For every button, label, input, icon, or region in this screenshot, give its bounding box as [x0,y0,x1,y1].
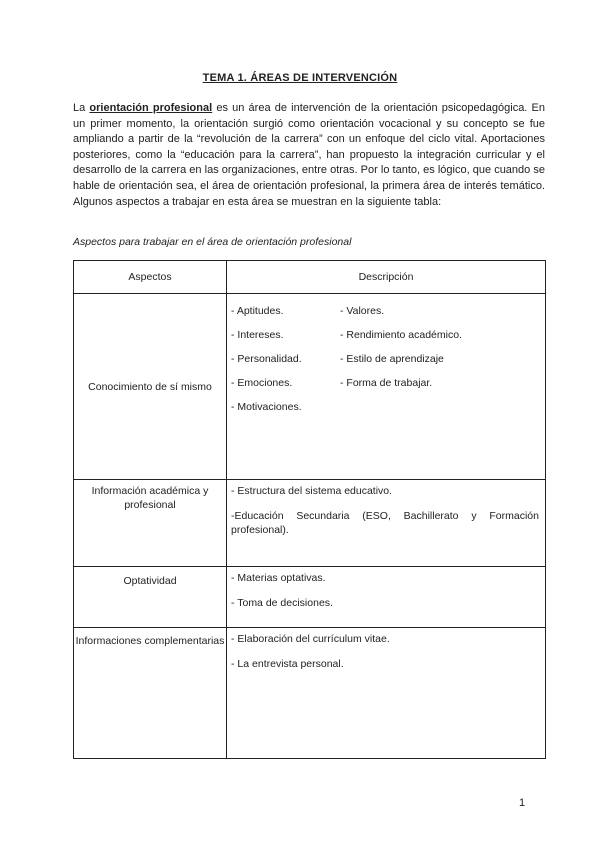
row-aspect: Información académica y profesional [74,480,227,567]
table-row [74,294,546,480]
list-item: - Forma de trabajar. [340,377,433,389]
list-item: - Estructura del sistema educativo. [231,485,393,497]
list-item: - Materias optativas. [231,572,326,584]
table-row [74,567,546,628]
list-item: - Aptitudes. [231,305,284,317]
table-row [74,480,546,567]
list-item: - Emociones. [231,377,293,389]
list-item: - Personalidad. [231,353,302,365]
row-description [227,567,546,628]
list-item: - Intereses. [231,329,284,341]
aspects-table [73,260,546,759]
table-row [74,628,546,759]
list-item: - Motivaciones. [231,401,302,413]
list-item: - Estilo de aprendizaje [340,353,444,365]
list-item: - Toma de decisiones. [231,597,333,609]
list-item: - Valores. [340,305,385,317]
row-aspect: Conocimiento de sí mismo [74,294,227,480]
list-item: -Educación Secundaria (ESO, Bachillerato y Formación profesional). [231,510,539,536]
row-description [227,480,546,567]
row-description [227,628,546,759]
page-number: 1 [519,797,526,809]
page-title: TEMA 1. ÁREAS DE INTERVENCIÓN [202,72,398,84]
row-description [227,294,546,480]
row-aspect: Informaciones complementarias [74,628,227,759]
intro-pre: La [73,102,90,114]
table-caption: Aspectos para trabajar en el área de orientación profesional [73,236,352,248]
table-header-row [74,261,546,294]
list-item: - Elaboración del currículum vitae. [231,633,390,645]
list-item: - Rendimiento académico. [340,329,462,341]
list-item: - La entrevista personal. [231,658,344,670]
intro-highlight: orientación profesional [89,102,213,114]
row-aspect: Optatividad [74,567,227,628]
intro-paragraph [73,101,545,210]
header-descripcion: Descripción [227,261,546,294]
header-aspectos: Aspectos [74,261,227,294]
intro-post: es un área de intervención de la orientación psicopedagógica. En un primer momento, la orientación surgió como orientación vocacional y su concepto se fue ampliando a partir de la “revolución de la carrera” con un enfoque del ciclo vital. Aportaciones posteriores, como la “educación para la carrera”, han propuesto la integración curricular y el desarrollo de la carrera en las organizaciones, entre otras. Por lo tanto, es lógico, que cuando se hable de orientación sea, el área de orientación profesional, la primera área de interés temático. Algunos aspectos a trabajar en esta área se muestran en la siguiente tabla: [73,102,545,208]
